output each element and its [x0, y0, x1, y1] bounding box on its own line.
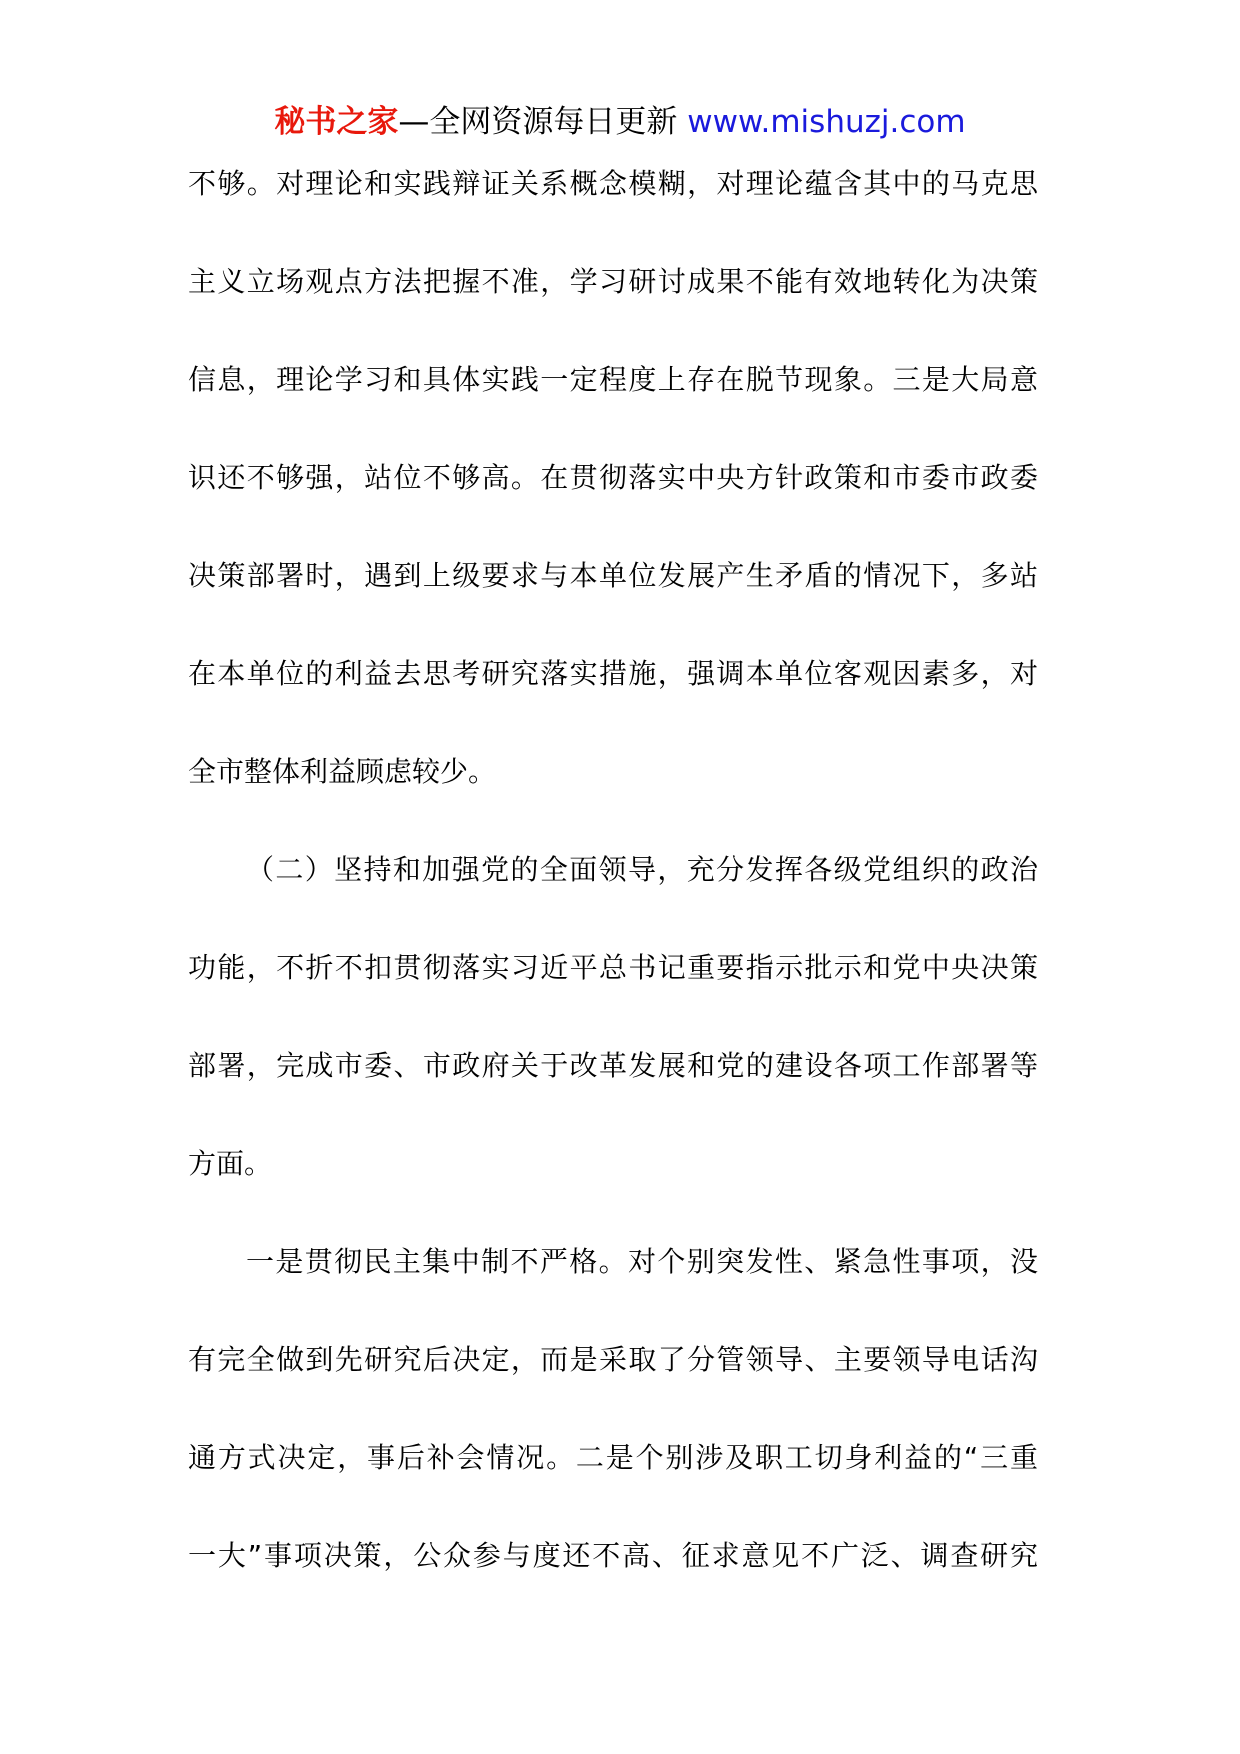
text-line: 决策部署时，遇到上级要求与本单位发展产生矛盾的情况下，多站 [188, 559, 1038, 592]
text-line: 在本单位的利益去思考研究落实措施，强调本单位客观因素多，对 [188, 657, 1038, 690]
text-line: 主义立场观点方法把握不准，学习研讨成果不能有效地转化为决策 [188, 265, 1038, 298]
text-line: 通方式决定，事后补会情况。二是个别涉及职工切身利益的“三重 [188, 1441, 1038, 1474]
text-line: 不够。对理论和实践辩证关系概念模糊，对理论蕴含其中的马克思 [188, 167, 1038, 200]
text-line: 功能，不折不扣贯彻落实习近平总书记重要指示批示和党中央决策 [188, 951, 1038, 984]
section-heading-line: （二）坚持和加强党的全面领导，充分发挥各级党组织的政治 [246, 853, 1038, 886]
text-line: 识还不够强，站位不够高。在贯彻落实中央方针政策和市委市政委 [188, 461, 1038, 494]
text-line: 全市整体利益顾虑较少。 [188, 755, 497, 788]
text-line: 部署，完成市委、市政府关于改革发展和党的建设各项工作部署等 [188, 1049, 1038, 1082]
text-line: 方面。 [188, 1147, 273, 1180]
text-line: 信息，理论学习和具体实践一定程度上存在脱节现象。三是大局意 [188, 363, 1038, 396]
brand-name: 秘书之家 [274, 104, 399, 140]
document-body [188, 164, 1038, 1634]
text-line: 有完全做到先研究后决定，而是采取了分管领导、主要领导电话沟 [188, 1343, 1038, 1376]
site-url[interactable]: www.mishuzj.com [687, 104, 966, 140]
paragraph-start-line: 一是贯彻民主集中制不严格。对个别突发性、紧急性事项，没 [246, 1245, 1038, 1278]
site-header [0, 102, 1240, 142]
text-line: 一大”事项决策，公众参与度还不高、征求意见不广泛、调查研究 [188, 1539, 1038, 1572]
header-tagline: —全网资源每日更新 [398, 104, 688, 140]
